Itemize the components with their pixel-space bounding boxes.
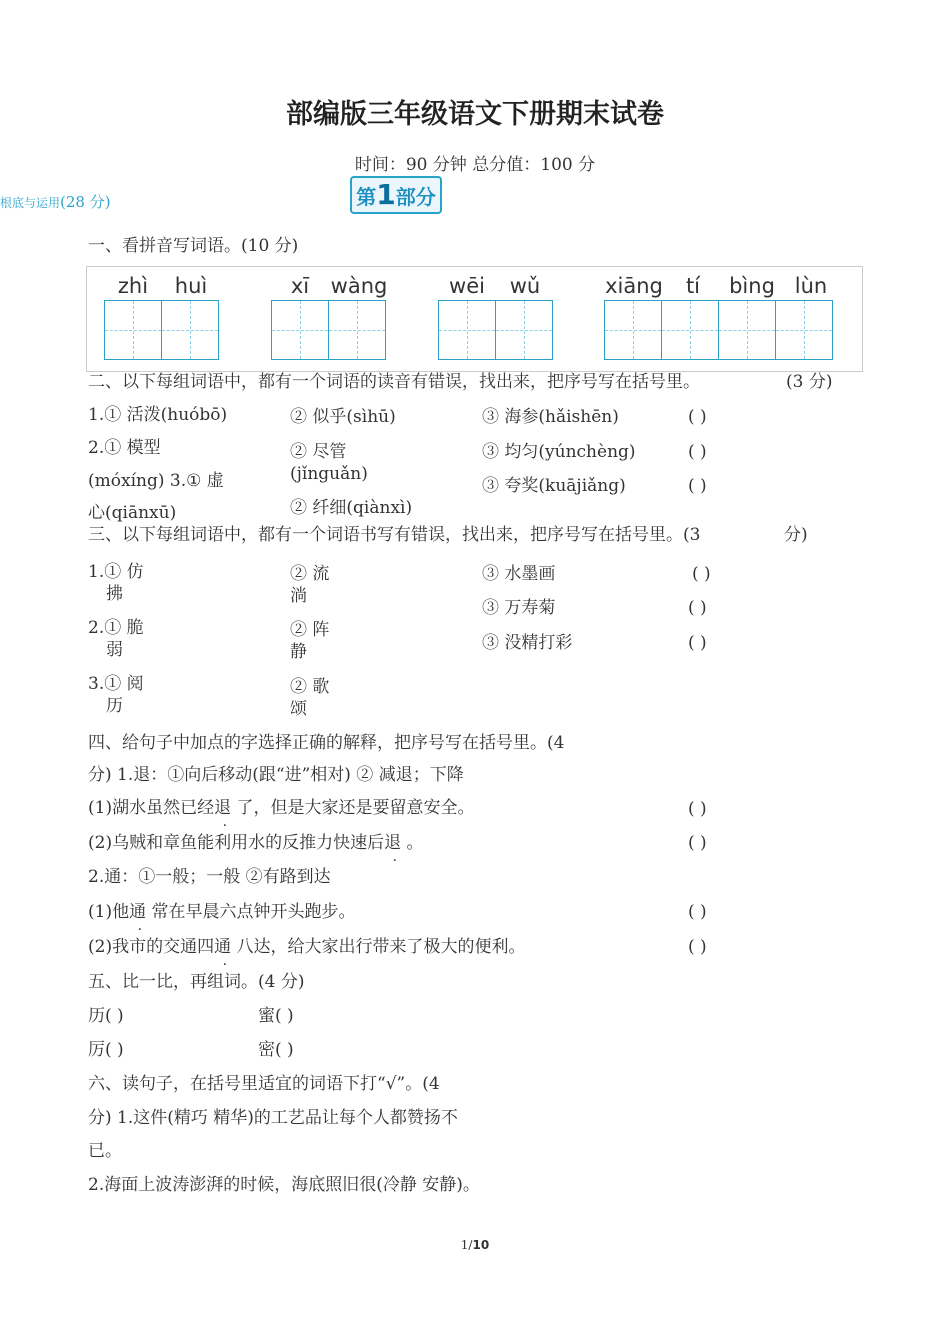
q2-option: 2.① 模型 — [88, 438, 161, 458]
writing-grid — [604, 300, 832, 362]
q3-option: 1.① 仿 — [88, 562, 144, 582]
q4-line: 2.通：①一般；一般 ②有路到达 — [88, 867, 331, 887]
badge-suffix: 部分 — [395, 185, 436, 209]
part-badge — [350, 176, 442, 214]
part-label-text: 根底与运用 — [0, 196, 61, 210]
q4-text: 八达，给大家出行带来了极大的便利。 — [236, 937, 526, 957]
q4-text: 常在早晨六点钟开头跑步。 — [151, 902, 356, 922]
writing-cell[interactable] — [438, 300, 496, 360]
q3-heading: 三、以下每组词语中，都有一个词语书写有错误，找出来，把序号写在括号里。(3 — [88, 525, 701, 545]
answer-paren[interactable]: ( ) — [688, 476, 707, 496]
answer-paren[interactable]: ( ) — [688, 633, 707, 653]
q2-option: (móxíng) 3.① 虚 — [88, 471, 224, 491]
pinyin: wàng — [330, 274, 388, 298]
q3-points: 分) — [784, 525, 808, 545]
q4-sentence — [88, 902, 356, 922]
writing-grid — [271, 300, 385, 362]
q2-option: ② 尽管 — [290, 442, 347, 462]
q3-option: ② 歌 — [290, 677, 330, 697]
page-total: 10 — [472, 1238, 490, 1252]
q4-text: (1)湖水虽然已经 — [88, 798, 215, 818]
q4-sentence — [88, 833, 424, 853]
q3-option: 2.① 脆 — [88, 618, 144, 638]
badge-number: 1 — [376, 178, 396, 211]
writing-cell[interactable] — [104, 300, 162, 360]
q6-line: 分) 1.这件(精巧 精华)的工艺品让每个人都赞扬不 — [88, 1108, 458, 1128]
pinyin: zhì — [117, 274, 149, 298]
pinyin: wēi — [449, 274, 485, 298]
q3-option: 静 — [290, 642, 307, 662]
answer-paren[interactable]: ( ) — [692, 564, 711, 584]
q2-points: (3 分) — [786, 372, 833, 392]
writing-grid — [438, 300, 552, 362]
q6-heading: 六、读句子，在括号里适宜的词语下打“√”。(4 — [88, 1074, 440, 1094]
answer-paren[interactable]: ( ) — [688, 833, 707, 853]
q3-option: 颂 — [290, 699, 307, 719]
q2-option: ③ 海参(hǎishēn) — [482, 407, 619, 427]
q4-text: (2)我市的交通四 — [88, 937, 215, 957]
part-points: (28 分) — [60, 193, 111, 211]
q4-sentence — [88, 937, 526, 957]
q5-item[interactable]: 历( ) — [88, 1006, 124, 1026]
writing-cell[interactable] — [718, 300, 776, 360]
q3-option: ③ 水墨画 — [482, 564, 556, 584]
pinyin: bìng — [729, 274, 775, 298]
answer-paren[interactable]: ( ) — [688, 799, 707, 819]
page-number — [0, 1238, 950, 1252]
q4-text: (1)他 — [88, 902, 130, 922]
writing-cell[interactable] — [495, 300, 553, 360]
pinyin: xī — [290, 274, 310, 298]
page-title: 部编版三年级语文下册期末试卷 — [286, 99, 664, 130]
writing-cell[interactable] — [661, 300, 719, 360]
badge-prefix: 第 — [356, 185, 377, 209]
q2-option: 心(qiānxū) — [88, 503, 177, 523]
dotted-char: 通 — [129, 902, 147, 922]
q4-line: 分) 1.退：①向后移动(跟“进”相对) ② 减退；下降 — [88, 765, 464, 785]
answer-paren[interactable]: ( ) — [688, 937, 707, 957]
dotted-char: 退 — [384, 833, 402, 853]
dotted-char: 退 — [214, 798, 232, 818]
pinyin: wǔ — [509, 274, 541, 298]
q5-item[interactable]: 厉( ) — [88, 1040, 124, 1060]
pinyin: lùn — [794, 274, 828, 298]
writing-cell[interactable] — [328, 300, 386, 360]
writing-cell[interactable] — [271, 300, 329, 360]
q3-option: 3.① 阅 — [88, 674, 144, 694]
q3-option: ③ 万寿菊 — [482, 598, 556, 618]
pinyin: xiāng — [605, 274, 663, 298]
q3-option: ② 阵 — [290, 620, 330, 640]
exam-info: 时间：90 分钟 总分值：100 分 — [354, 155, 596, 175]
q5-item[interactable]: 密( ) — [258, 1040, 294, 1060]
answer-paren[interactable]: ( ) — [688, 902, 707, 922]
q4-sentence — [88, 798, 475, 818]
page-current: 1/ — [460, 1238, 473, 1252]
q2-option: ② 似乎(sìhū) — [290, 407, 396, 427]
writing-cell[interactable] — [604, 300, 662, 360]
pinyin: huì — [174, 274, 208, 298]
dotted-char: 通 — [214, 937, 232, 957]
writing-cell[interactable] — [161, 300, 219, 360]
q2-option: 1.① 活泼(huóbō) — [88, 405, 228, 425]
q6-line: 已。 — [88, 1141, 122, 1161]
q3-option: 拂 — [106, 584, 123, 604]
q3-option: 弱 — [106, 640, 123, 660]
answer-paren[interactable]: ( ) — [688, 598, 707, 618]
part-label — [0, 191, 111, 212]
q3-option: 历 — [106, 696, 123, 716]
q3-option: ② 流 — [290, 564, 330, 584]
writing-grid — [104, 300, 218, 362]
q2-option: ③ 均匀(yúnchèng) — [482, 442, 636, 462]
q2-option: (jǐnguǎn) — [290, 464, 368, 484]
writing-cell[interactable] — [775, 300, 833, 360]
q4-heading: 四、给句子中加点的字选择正确的解释，把序号写在括号里。(4 — [88, 733, 565, 753]
q3-option: 淌 — [290, 586, 307, 606]
q6-line: 2.海面上波涛澎湃的时候，海底照旧很(冷静 安静)。 — [88, 1175, 480, 1195]
q2-option: ② 纤细(qiànxì) — [290, 498, 413, 518]
answer-paren[interactable]: ( ) — [688, 442, 707, 462]
q4-text: (2)乌贼和章鱼能利用水的反推力快速后 — [88, 833, 385, 853]
pinyin: tí — [685, 274, 701, 298]
q2-option: ③ 夸奖(kuājiǎng) — [482, 476, 626, 496]
q1-heading: 一、看拼音写词语。(10 分) — [88, 236, 299, 256]
q5-item[interactable]: 蜜( ) — [258, 1006, 294, 1026]
q4-text: 了，但是大家还是要留意安全。 — [236, 798, 475, 818]
q2-heading: 二、以下每组词语中，都有一个词语的读音有错误，找出来，把序号写在括号里。 — [88, 372, 700, 392]
q5-heading: 五、比一比，再组词。(4 分) — [88, 972, 305, 992]
q3-option: ③ 没精打彩 — [482, 633, 573, 653]
answer-paren[interactable]: ( ) — [688, 407, 707, 427]
q4-text: 。 — [406, 833, 424, 853]
